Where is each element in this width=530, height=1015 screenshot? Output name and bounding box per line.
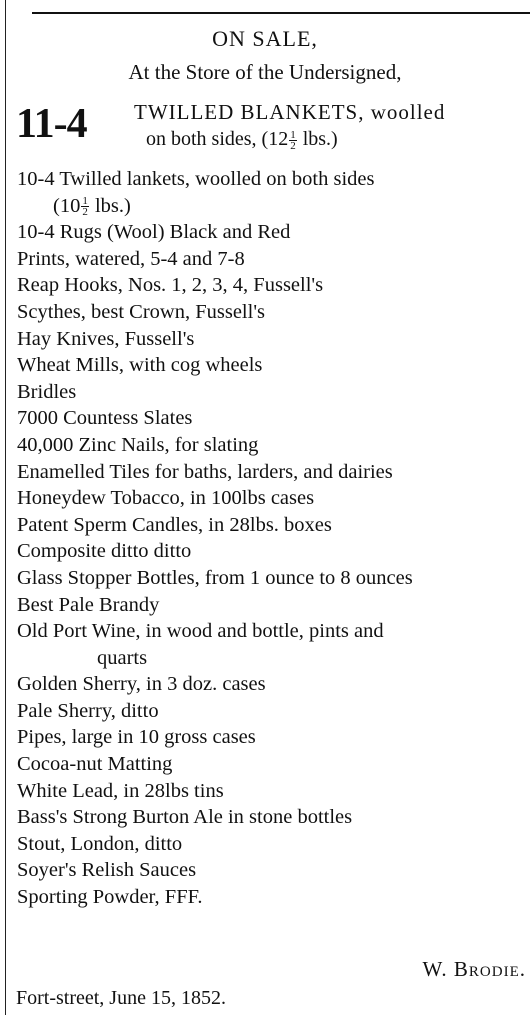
- list-item: [17, 724, 530, 751]
- list-item-text: Pale Sherry, ditto: [17, 699, 159, 722]
- list-item-text: (10: [53, 194, 81, 217]
- list-item-text: Scythes, best Crown, Fussell's: [17, 300, 265, 323]
- fraction-numerator: 1: [290, 128, 296, 141]
- footer-dateline: Fort-street, June 15, 1852.: [16, 987, 226, 1009]
- list-item-text: Golden Sherry, in 3 doz. cases: [17, 673, 266, 696]
- list-item: [17, 671, 530, 698]
- list-item: [17, 299, 530, 326]
- list-item-suffix: lbs.): [89, 194, 131, 217]
- list-item: [17, 751, 530, 778]
- list-item: [17, 778, 530, 805]
- list-item-text: Best Pale Brandy: [17, 593, 160, 616]
- list-item: [17, 246, 530, 273]
- list-item: [17, 565, 530, 592]
- list-item: [17, 166, 530, 193]
- list-item-text: White Lead, in 28lbs tins: [17, 779, 224, 802]
- signature: W. Brodie.: [422, 957, 526, 981]
- list-item-text: quarts: [97, 646, 148, 669]
- top-rule: [32, 12, 530, 14]
- lead-item-line2-prefix: on both sides, (12: [146, 128, 289, 150]
- list-item: [17, 272, 530, 299]
- lead-item-line2-suffix: lbs.): [297, 128, 338, 150]
- list-item-text: Prints, watered, 5-4 and 7-8: [17, 247, 245, 270]
- notice-heading: ON SALE,: [212, 26, 318, 51]
- list-item: [17, 326, 530, 353]
- fraction: [289, 130, 297, 151]
- list-item: [17, 618, 530, 645]
- list-item-text: Pipes, large in 10 gross cases: [17, 726, 256, 749]
- list-item-text: 40,000 Zinc Nails, for slating: [17, 433, 259, 456]
- list-item: [17, 538, 530, 565]
- list-item-text: 10-4 Twilled lankets, woolled on both sides: [17, 168, 375, 190]
- list-item-text: 7000 Countess Slates: [17, 407, 193, 430]
- list-item: [17, 804, 530, 831]
- list-item: [17, 459, 530, 486]
- list-item-text: Composite ditto ditto: [17, 540, 192, 563]
- list-item-continuation: [17, 645, 530, 672]
- list-item: [17, 219, 530, 246]
- list-item: [17, 485, 530, 512]
- list-item-text: Soyer's Relish Sauces: [17, 859, 197, 882]
- list-item-text: Reap Hooks, Nos. 1, 2, 3, 4, Fussell's: [17, 274, 324, 297]
- fraction-numerator: 1: [82, 195, 88, 208]
- list-item-text: Patent Sperm Candles, in 28lbs. boxes: [17, 513, 332, 536]
- lead-item-line2: [146, 128, 338, 151]
- list-item: [17, 592, 530, 619]
- list-item: [17, 405, 530, 432]
- fraction: [81, 196, 89, 217]
- list-item: [17, 352, 530, 379]
- list-item-text: Honeydew Tobacco, in 100lbs cases: [17, 487, 315, 510]
- list-item-text: Glass Stopper Bottles, from 1 ounce to 8 ounces: [17, 566, 413, 589]
- list-item-text: Sporting Powder, FFF.: [17, 886, 203, 909]
- list-item: [17, 884, 530, 911]
- list-item: [17, 857, 530, 884]
- column-rule: [5, 0, 6, 1015]
- lead-item-line1: TWILLED BLANKETS, woolled: [134, 100, 446, 124]
- list-item-text: Stout, London, ditto: [17, 832, 183, 855]
- fraction-denominator: 2: [290, 139, 296, 152]
- list-item: [17, 831, 530, 858]
- list-item-text: Enamelled Tiles for baths, larders, and dairies: [17, 460, 393, 483]
- list-item: [17, 379, 530, 406]
- list-item-text: Wheat Mills, with cog wheels: [17, 354, 263, 377]
- list-item-text: Hay Knives, Fussell's: [17, 327, 195, 350]
- item-list: [17, 166, 530, 911]
- list-item-continuation: [17, 193, 530, 220]
- notice-subheading: At the Store of the Undersigned,: [128, 60, 402, 84]
- list-item-text: 10-4 Rugs (Wool) Black and Red: [17, 221, 291, 244]
- list-item-text: Old Port Wine, in wood and bottle, pints and: [17, 620, 384, 643]
- list-item-text: Bass's Strong Burton Ale in stone bottles: [17, 806, 353, 829]
- list-item-text: Bridles: [17, 380, 77, 403]
- lead-item: [16, 94, 530, 168]
- list-item-text: Cocoa-nut Matting: [17, 753, 173, 776]
- list-item: [17, 698, 530, 725]
- fraction-denominator: 2: [82, 206, 88, 219]
- lead-item-code: 11-4: [16, 101, 87, 147]
- list-item: [17, 432, 530, 459]
- list-item: [17, 512, 530, 539]
